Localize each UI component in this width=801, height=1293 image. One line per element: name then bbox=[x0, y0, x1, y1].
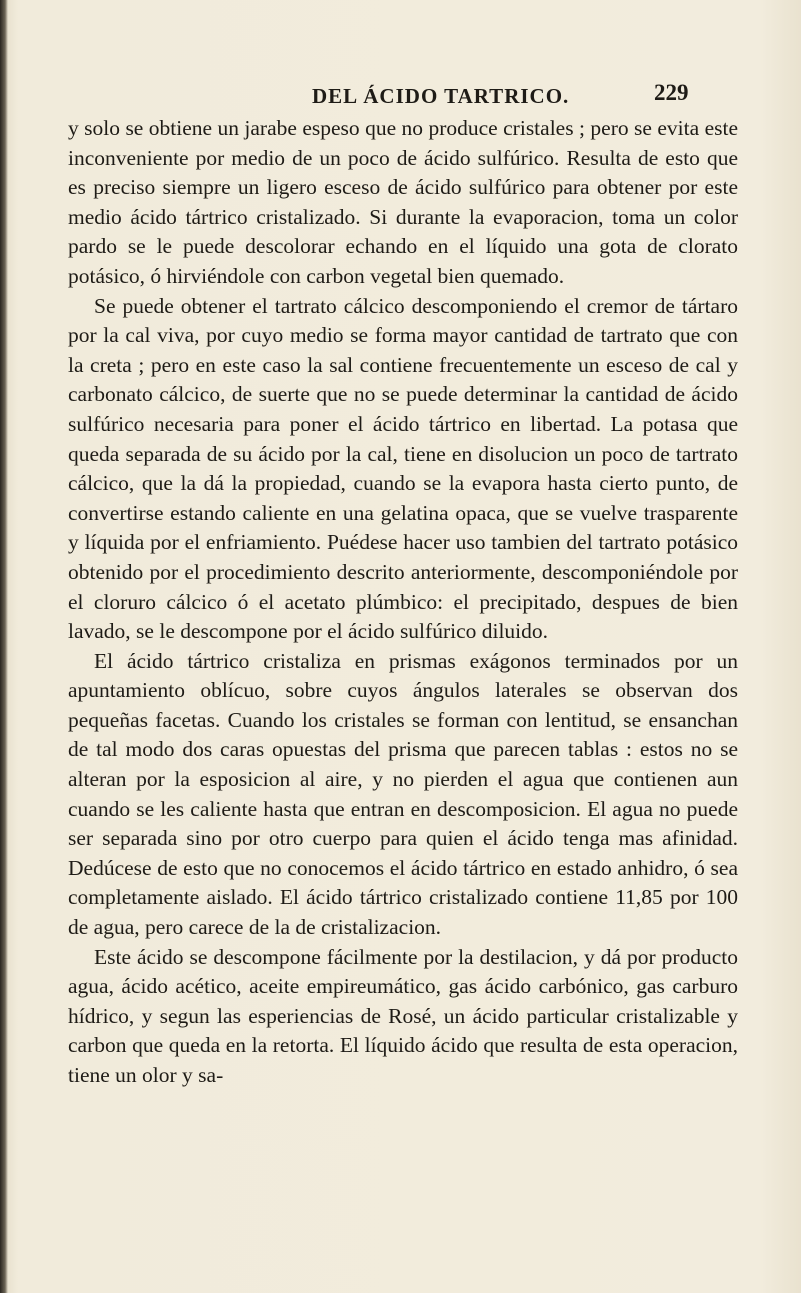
page-binding-edge bbox=[0, 0, 8, 1293]
paragraph-1: y solo se obtiene un jarabe espeso que no produce cristales ; pero se evita este inconveniente por medio de un poco de ácido sulfúrico. Resulta de esto que es preciso siempre un ligero esceso de ácido sulfúrico para obtener por este medio ácido tártrico cristalizado. Si durante la evaporacion, toma un color pardo se le puede descolorar echando en el líquido una gota de clorato potásico, ó hirviéndole con carbon vegetal bien quemado. bbox=[68, 116, 738, 288]
running-title: DEL ÁCIDO TARTRICO. bbox=[312, 84, 570, 108]
paragraph-2: Se puede obtener el tartrato cálcico descomponiendo el cremor de tártaro por la cal viva, por cuyo medio se forma mayor cantidad de tartrato que con la creta ; pero en este caso la sal contiene frecuentemente un esceso de cal y carbonato cálcico, de suerte que no se puede determinar la cantidad de ácido sulfúrico necesaria para poner el ácido tártrico en libertad. La potasa que queda separada de su ácido por la cal, tiene en disolucion un poco de tartrato cálcico, que la dá la propiedad, cuando se la evapora hasta cierto punto, de convertirse estando caliente en una gelatina opaca, que se vuelve trasparente y líquida por el enfriamiento. Puédese hacer uso tambien del tartrato potásico obtenido por el procedimiento descrito anteriormente, descomponiéndole por el cloruro cálcico ó el acetato plúmbico: el precipitado, despues de bien lavado, se le descompone por el ácido sulfúrico diluido. bbox=[68, 293, 738, 644]
page-number: 229 bbox=[654, 80, 689, 105]
body-text bbox=[68, 114, 738, 1091]
paragraph-3: El ácido tártrico cristaliza en prismas exágonos terminados por un apuntamiento oblícuo, sobre cuyos ángulos laterales se observan dos pequeñas facetas. Cuando los cristales se forman con lentitud, se ensanchan de tal modo dos caras opuestas del prisma que parecen tablas : estos no se alteran por la esposicion al aire, y no pierden el agua que contienen aun cuando se les caliente hasta que entran en descomposicion. El agua no puede ser separada sino por otro cuerpo para quien el ácido tenga mas afinidad. Dedúcese de esto que no conocemos el ácido tártrico en estado anhidro, ó sea completamente aislado. El ácido tártrico cristalizado contiene 11,85 por 100 de agua, pero carece de la de cristalizacion. bbox=[68, 648, 738, 940]
paragraph-4: Este ácido se descompone fácilmente por la destilacion, y dá por producto agua, ácido acético, aceite empireumático, gas ácido carbónico, gas carburo hídrico, y segun las esperiencias de Rosé, un ácido particular cristalizable y carbon que queda en la retorta. El líquido ácido que resulta de esta operacion, tiene un olor y sa- bbox=[68, 944, 738, 1087]
